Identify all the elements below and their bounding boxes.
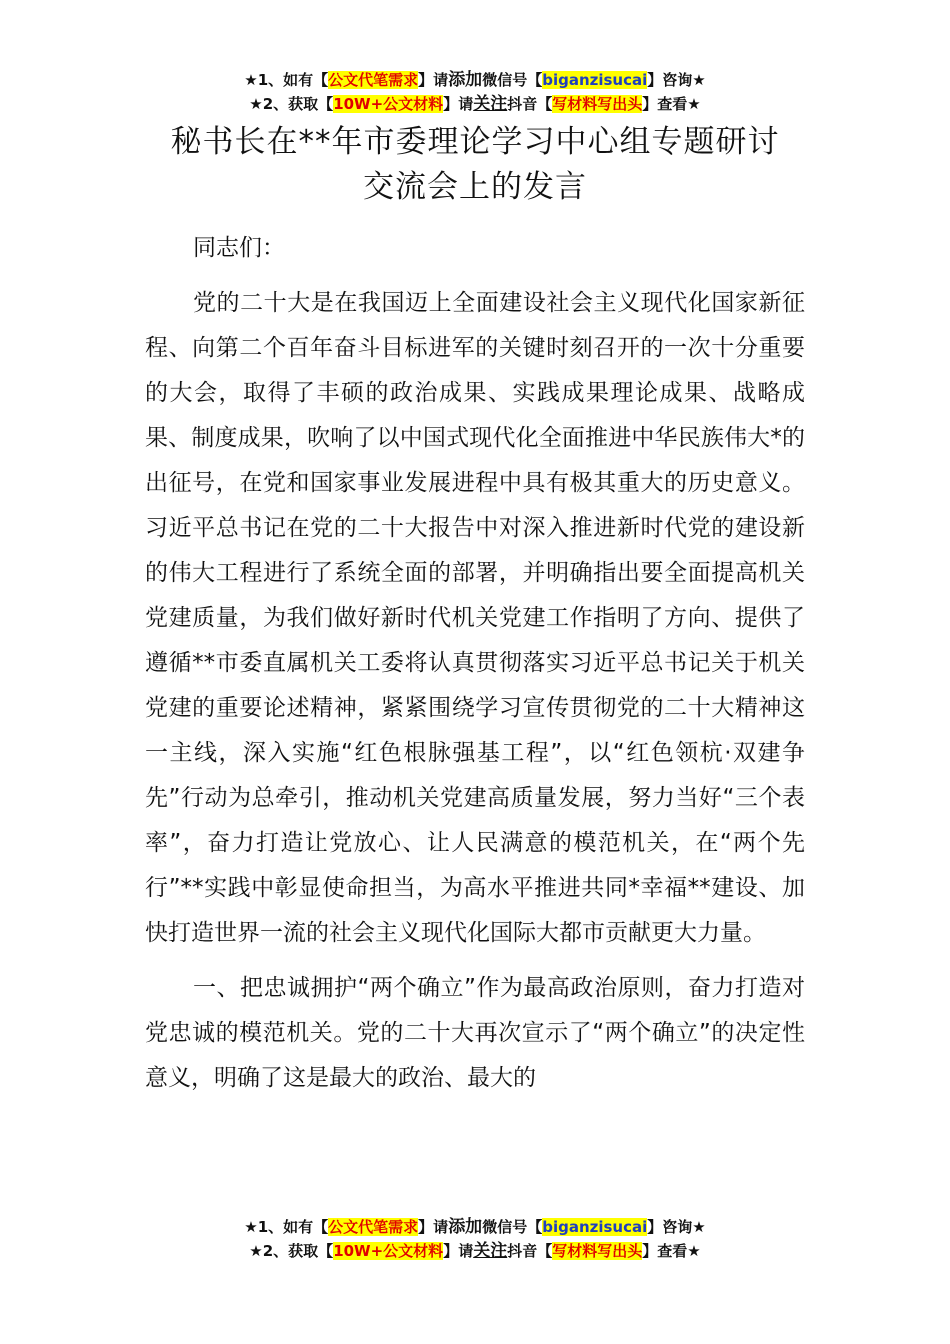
promo-text: 】查看★ — [642, 1242, 701, 1260]
promo-emphasis: 添加 — [448, 70, 483, 90]
promo-highlight: 公文代笔需求 — [328, 1218, 419, 1236]
promo-text: 抖音【 — [507, 95, 553, 113]
promo-douyin-id: 写材料写出头 — [552, 1242, 643, 1260]
document-title — [100, 120, 850, 210]
document-body — [145, 226, 805, 1111]
promo-wechat-id: biganzisucai — [542, 1218, 648, 1236]
promo-text: 】查看★ — [642, 95, 701, 113]
promo-text: ★2、获取【 — [249, 95, 334, 113]
promo-emphasis: 关注 — [473, 1241, 508, 1261]
promo-text: ★2、获取【 — [249, 1242, 334, 1260]
promo-text: 】咨询★ — [647, 71, 706, 89]
promo-text: ★1、如有【 — [244, 1218, 329, 1236]
promo-line-2 — [0, 92, 950, 116]
promo-text: 】请 — [443, 1242, 474, 1260]
promo-text: 微信号【 — [482, 71, 543, 89]
promo-banner-top — [0, 68, 950, 116]
promo-text: 】请 — [418, 71, 449, 89]
promo-line-2 — [0, 1239, 950, 1263]
title-line-2: 交流会上的发言 — [363, 169, 587, 205]
promo-text: 抖音【 — [507, 1242, 553, 1260]
promo-text: 】请 — [418, 1218, 449, 1236]
promo-highlight: 公文代笔需求 — [328, 71, 419, 89]
promo-line-1 — [0, 68, 950, 92]
promo-douyin-id: 写材料写出头 — [552, 95, 643, 113]
greeting: 同志们： — [193, 235, 285, 261]
promo-text: ★1、如有【 — [244, 71, 329, 89]
paragraph-2: 一、把忠诚拥护“两个确立”作为最高政治原则，奋力打造对党忠诚的模范机关。党的二十大再次宣示了“两个确立”的决定性意义，明确了这是最大的政治、最大的 — [145, 975, 805, 1091]
promo-text: 】咨询★ — [647, 1218, 706, 1236]
promo-wechat-id: biganzisucai — [542, 71, 648, 89]
promo-text: 微信号【 — [482, 1218, 543, 1236]
promo-text: 】请 — [443, 95, 474, 113]
promo-highlight: 10W+公文材料 — [333, 1242, 444, 1260]
promo-emphasis: 添加 — [448, 1217, 483, 1237]
promo-line-1 — [0, 1215, 950, 1239]
promo-highlight: 10W+公文材料 — [333, 95, 444, 113]
promo-banner-bottom — [0, 1215, 950, 1263]
title-line-1: 秘书长在**年市委理论学习中心组专题研讨 — [170, 124, 780, 160]
promo-emphasis: 关注 — [473, 94, 508, 114]
paragraph-1: 党的二十大是在我国迈上全面建设社会主义现代化国家新征程、向第二个百年奋斗目标进军的关键时刻召开的一次十分重要的大会，取得了丰硕的政治成果、实践成果理论成果、战略成果、制度成果，吹响了以中国式现代化全面推进中华民族伟大*的出征号，在党和国家事业发展进程中具有极其重大的历史意义。习近平总书记在党的二十大报告中对深入推进新时代党的建设新的伟大工程进行了系统全面的部署，并明确指出要全面提高机关党建质量，为我们做好新时代机关党建工作指明了方向、提供了遵循**市委直属机关工委将认真贯彻落实习近平总书记关于机关党建的重要论述精神，紧紧围绕学习宣传贯彻党的二十大精神这一主线，深入实施“红色根脉强基工程”，以“红色领杭·双建争先”行动为总牵引，推动机关党建高质量发展，努力当好“三个表率”，奋力打造让党放心、让人民满意的模范机关，在“两个先行”**实践中彰显使命担当，为高水平推进共同*幸福**建设、加快打造世界一流的社会主义现代化国际大都市贡献更大力量。 — [145, 290, 805, 946]
